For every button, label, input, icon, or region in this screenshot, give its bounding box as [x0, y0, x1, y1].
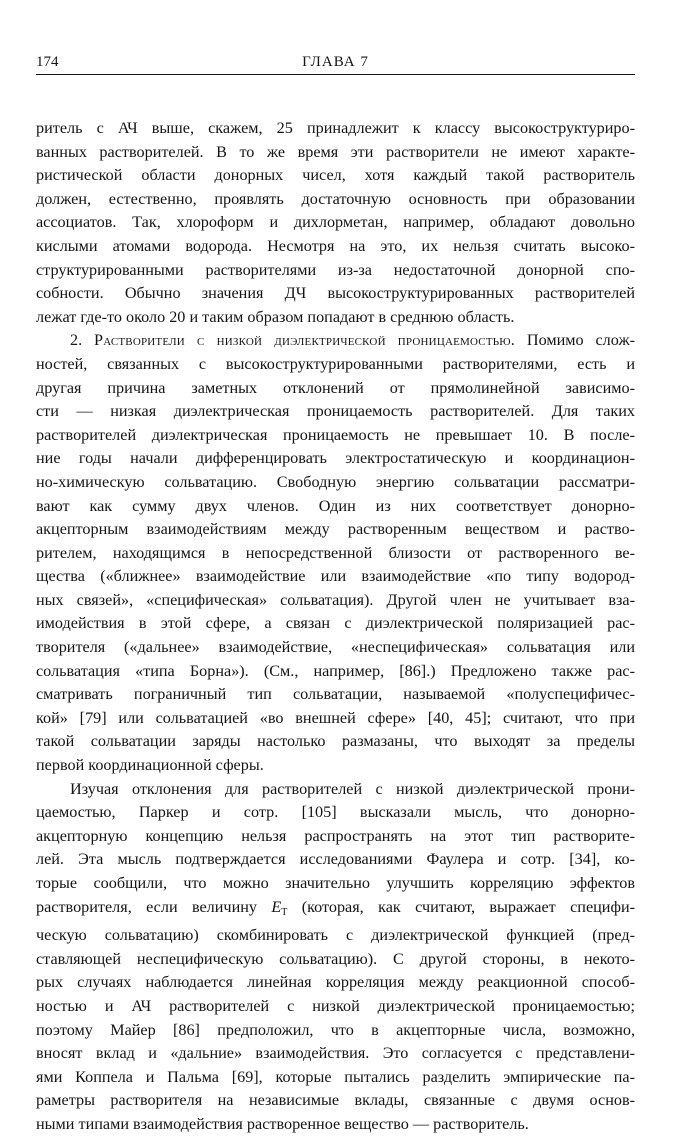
text-line: ритель с АЧ выше, скажем, 25 принадлежит к классу высокоструктуриро-	[36, 119, 635, 137]
text-line: имодействия в этой сфере, а связан с диэлектрической поляризацией рас-	[36, 614, 635, 633]
text-line: лей. Эта мысль подтверждается исследованиями Фаулера и сотр. [34], ко-	[36, 850, 635, 869]
paragraph-2	[36, 329, 635, 777]
text-line: другая причина заметных отклонений от прямолинейной зависимо-	[36, 378, 635, 397]
text-line: первой координационной сферы.	[36, 756, 264, 775]
et-symbol: E	[271, 897, 282, 916]
text-line: растворителей диэлектрическая проницаемость не превышает 10. В после-	[36, 425, 635, 444]
text-line: цаемостью, Паркер и сотр. [105] высказали мысль, что донорно-	[36, 803, 635, 822]
text-line: ассоциатов. Так, хлороформ и дихлорметан, например, обладают довольно	[36, 213, 635, 232]
text-line: вносят вклад и «дальние» взаимодействия. Это согласуется с представлени-	[36, 1044, 635, 1063]
text-line: сматривать пограничный тип сольватации, называемой «полуспецифичес-	[36, 685, 635, 704]
text-line: творителя («дальнее» взаимодействие, «неспецифическая» сольватация или	[36, 638, 635, 657]
text-line: Изучая отклонения для растворителей с низкой диэлектрической прони-	[70, 779, 635, 798]
text-line-with-formula	[36, 896, 635, 925]
et-subscript: T	[281, 906, 288, 918]
paragraph-3	[36, 778, 635, 1137]
text-line: ристической области донорных чисел, хотя каждый такой растворитель	[36, 166, 635, 185]
text-line: ностей, связанных с высокоструктурированными растворителями, есть и	[36, 354, 635, 373]
text-line: структурированными растворителями из-за недостаточной донорной спо-	[36, 260, 635, 279]
text-line: лежат где-то около 20 и таким образом попадают в среднюю область.	[36, 307, 515, 326]
text-line: рителем, находящимся в непосредственной близости от растворенного ве-	[36, 543, 635, 562]
text-line: акцепторным взаимодействиям между растворенным веществом и раство-	[36, 520, 635, 539]
text-line: ставляющей неспецифическую сольватацию). С другой стороны, в некото-	[36, 949, 635, 968]
text-line: рых случаях наблюдается линейная корреляция между реакционной способ-	[36, 973, 635, 992]
header-rule	[36, 74, 635, 75]
page-header	[36, 52, 635, 72]
text-line: но-химическую сольватацию. Свободную энергию сольватации рассматри-	[36, 472, 635, 491]
text-line: ными типами взаимодействия растворенное вещество — растворитель.	[36, 1114, 529, 1133]
text-line: ями Коппела и Пальма [69], которые пытались разделить эмпирические па-	[36, 1067, 635, 1086]
heading-line-rest: Помимо слож-	[515, 331, 636, 350]
text-line: ных связей», «специфическая» сольватация). Другой член не учитывает вза-	[36, 590, 635, 609]
text-line: поэтому Майер [86] предположил, что в акцепторные числа, возможно,	[36, 1020, 635, 1039]
formula-line-before: растворителя, если величину	[36, 897, 272, 916]
text-line: ческую сольватацию) скомбинировать с диэлектрической функцией (пред-	[36, 926, 635, 945]
text-line: должен, естественно, проявлять достаточную основность при образовании	[36, 189, 635, 208]
text-line: кислыми атомами водорода. Несмотря на это, их нельзя считать высоко-	[36, 236, 635, 255]
text-line: раметры растворителя на независимые вклады, связанные с двумя основ-	[36, 1091, 635, 1110]
paragraph-1	[36, 117, 635, 329]
text-line: ванных растворителей. В то же время эти растворители не имеют характе-	[36, 142, 635, 161]
text-line: ностью и АЧ растворителей с низкой диэлектрической проницаемостью;	[36, 996, 635, 1015]
page-number: 174	[36, 54, 59, 70]
text-line: сти — низкая диэлектрическая проницаемость растворителей. Для таких	[36, 402, 635, 421]
text-line: вают как сумму двух членов. Один из них соответствует донорно-	[36, 496, 635, 515]
text-line: торые сообщили, что можно значительно улучшить корреляцию эффектов	[36, 874, 635, 892]
formula-line-after: (которая, как считают, выражает специфи-	[287, 897, 635, 916]
text-line: такой сольватации заряды настолько размазаны, что выходят за пределы	[36, 732, 635, 751]
section-number: 2.	[70, 331, 95, 350]
section-heading: Растворители с низкой диэлектрической проницаемостью.	[94, 331, 516, 350]
text-line: сольватация «типа Борна»). (См., например, [86].) Предложено также рас-	[36, 661, 635, 680]
section-heading-line	[36, 329, 635, 353]
text-line: ние годы начали дифференцировать электростатическую и координацион-	[36, 449, 635, 468]
text-line: собности. Обычно значения ДЧ высокоструктурированных растворителей	[36, 284, 635, 303]
text-line: щества («ближнее» взаимодействие или взаимодействие «по типу водород-	[36, 567, 635, 586]
running-head: ГЛАВА 7	[302, 54, 369, 70]
text-line: кой» [79] или сольватацией «во внешней сфере» [40, 45]; считают, что при	[36, 708, 635, 727]
text-line: акцепторную концепцию нельзя распространять на этот тип растворите-	[36, 826, 635, 845]
body-text	[36, 117, 635, 1137]
